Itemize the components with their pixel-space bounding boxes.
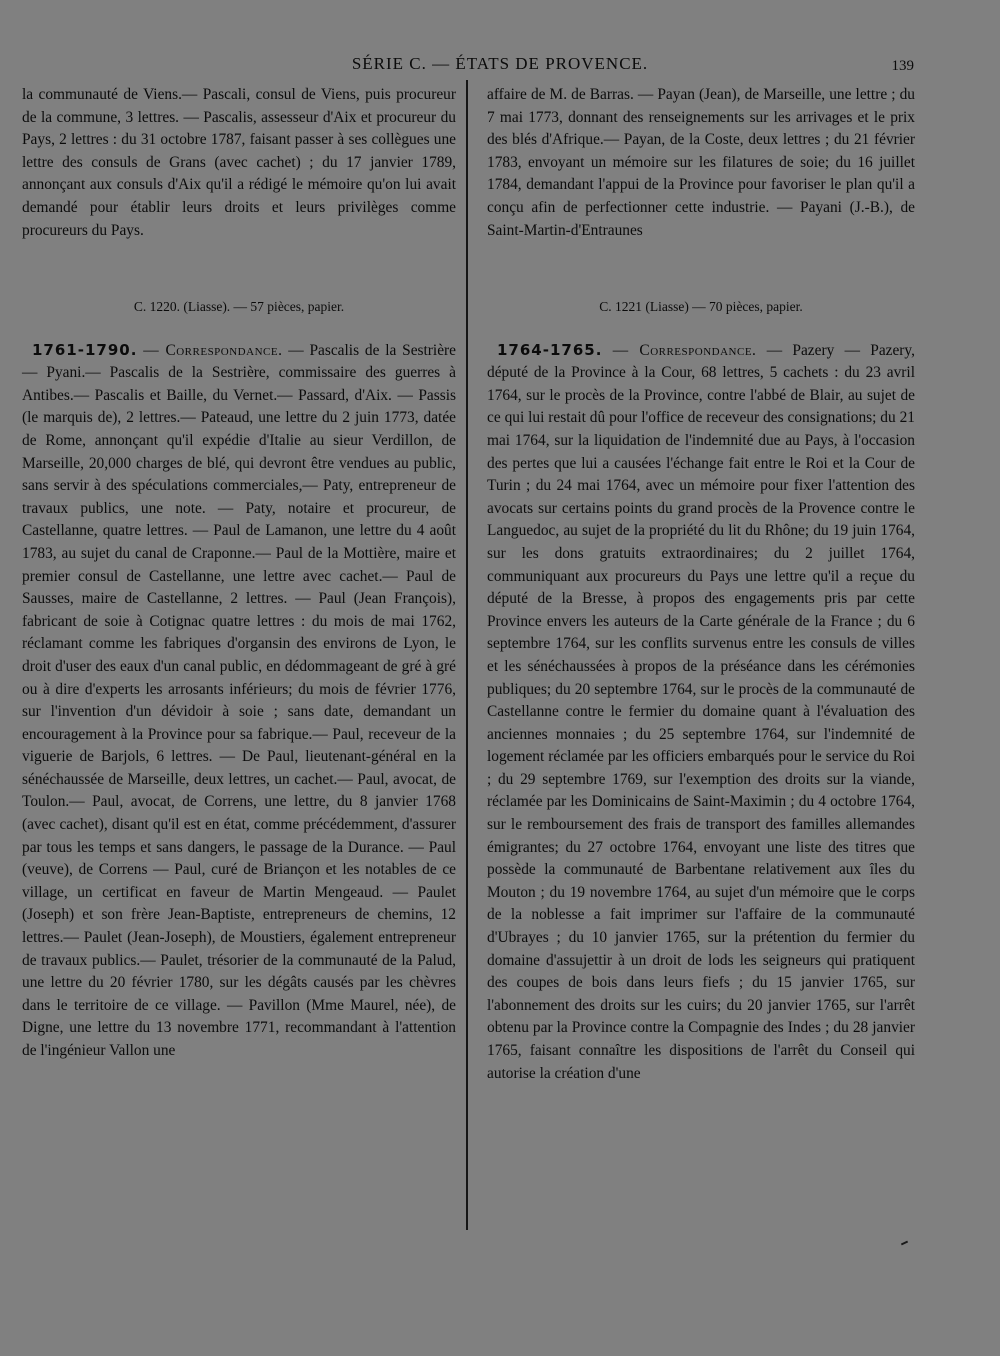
right-intro-paragraph: affaire de M. de Barras. — Payan (Jean), de Marseille, une lettre ; du 7 mai 1773, donnant des renseignements sur les arrivages et le prix des blés d'Afrique.— Payan, de la Coste, deux lettres ; du 21 février 1783, envoyant un mémoire sur les filatures de soie; du 16 juillet 1784, demandant l'appui de la Province pour favoriser le plan qu'il a conçu afin de perfectionner cette industrie. — Payani (J.-B.), de Saint-Martin-d'Entraunes xyxy=(487,86,915,239)
right-entry-dates: 1764-1765. xyxy=(497,340,603,359)
page-number: 139 xyxy=(891,58,914,74)
left-column xyxy=(22,84,456,1063)
left-intro-paragraph: la communauté de Viens.— Pascali, consul de Viens, puis procureur de la commune, 3 lettres. — Pascalis, assesseur d'Aix et procureur du Pays, 2 lettres : du 31 octobre 1787, faisant passer à ses collègues une lettre des consuls de Grans (avec cachet) ; du 17 janvier 1789, annonçant aux consuls d'Aix qu'il a rédigé le mémoire qu'on lui avait demandé pour établir leurs droits et leurs privilèges comme procureurs du Pays. xyxy=(22,86,456,239)
left-entry-paragraph xyxy=(22,339,456,1063)
right-column xyxy=(487,84,915,1085)
left-entry-body: — Pascalis de la Sestrière — Pyani.— Pascalis de la Sestrière, commissaire des guerres à Antibes.— Pascalis et Baille, du Vernet.— Passard, d'Aix. — Passis (le marquis de), 2 lettres.— Pateaud, une lettre du 2 juin 1773, datée de Rome, annonçant qu'il expédie d'Italie au sieur Verdillon, de Marseille, 20,000 charges de blé, qui devront être vendues au public, sans servir à des spéculations commerciales,— Paty, entrepreneur de travaux publics, une note. — Paty, notaire et procureur, de Castellanne, quatre lettres. — Paul de Lamanon, une lettre du 4 août 1783, au sujet du canal de Craponne.— Paul de la Mottière, maire et premier consul de Castellanne, une lettre avec cachet.— Paul de Sausses, maire de Castellanne, 2 lettres. — Paul (Jean François), fabricant de soie à Cotignac quatre lettres : du mois de mai 1762, réclamant comme les fabriques d'organsin des environs de Lyon, le droit d'user des eaux d'un canal public, en dédommageant de gré à gré ou à dire d'experts les arrosants inférieurs; du mois de février 1776, sur l'invention d'un dévidoir à soie ; sans date, demandant un encouragement à la Province pour sa fabrique.— Paul, receveur de la viguerie de Barjols, 6 lettres. — De Paul, lieutenant-général en la sénéchaussée de Marseille, deux lettres, un cachet.— Paul, avocat, de Toulon.— Paul, avocat, de Correns, une lettre, du 8 janvier 1768 (avec cachet), disant qu'il est en état, comme précédemment, d'assurer par tous les temps et sans dangers, le passage de la Durance. — Paul (veuve), de Correns — Paul, curé de Briançon et les notables de ce village, un certificat en faveur de Martin Mengeaud. — Paulet (Joseph) et son frère Jean-Baptiste, entrepreneurs de chemins, 12 lettres.— Paulet (Jean-Joseph), de Moustiers, également entrepreneur de travaux publics.— Paulet, trésorier de la communauté de la Palud, une lettre du 20 février 1780, sur les dégâts causés par les chèvres dans le territoire de ce village. — Pavillon (Mme Maurel, née), de Digne, une lettre du 13 novembre 1771, recommandant à l'attention de l'ingénieur Vallon une xyxy=(22,341,456,1059)
column-divider xyxy=(466,80,468,1230)
right-entry-heading: — Correspondance. xyxy=(612,341,757,359)
left-entry-dates: 1761-1790. xyxy=(32,340,138,359)
right-liasse-caption: C. 1221 (Liasse) — 70 pièces, papier. xyxy=(599,299,803,314)
stray-ink-mark xyxy=(901,1241,908,1246)
right-entry-body: — Pazery — Pazery, député de la Province à la Cour, 68 lettres, 5 cachets : du 23 avril 1764, sur le procès de la Province, contre l'abbé de Blair, au sujet de ce qui lui restait dû pour l'office de receveur des consignations; du 21 mai 1764, sur la liquidation de l'indemnité due au Pays, à l'occasion des pertes que lui a causées l'échange fait entre le Roi et la Cour de Turin ; du 24 mai 1764, avec un mémoire pour fixer l'attention des avocats sur certains points du grand procès de la Provence contre le Languedoc, au sujet de la propriété du lit du Rhône; du 19 juin 1764, sur les dons gratuits extraordinaires; du 2 juillet 1764, communiquant aux procureurs du Pays une lettre qu'il a reçue du député de la Bresse, à propos des engagements pris par cette Province envers les auteurs de la Carte générale de la France ; du 6 septembre 1764, sur les conflits survenus entre les consuls de villes et les sénéchaussées à propos de la préséance dans les cérémonies publiques; du 20 septembre 1764, sur le procès de la communauté de Castellanne contre le fermier du domaine quant à l'évaluation des anciennes monnaies ; du 25 septembre 1764, sur l'indemnité de logement réclamée par les officiers embarqués pour le service du Roi ; du 29 septembre 1769, sur l'exemption des droits sur la viande, réclamée par les Dominicains de Saint-Maximin ; du 4 octobre 1764, sur le remboursement des frais de transport des familles allemandes émigrantes; du 27 octobre 1764, envoyant une liste des titres que possède la communauté de Barbentane relativement aux îles du Mouton ; du 19 novembre 1764, au sujet d'un mémoire que le corps de la noblesse a fait imprimer sur l'affaire de la communauté d'Ubrayes ; du 10 janvier 1765, sur la prétention du fermier du domaine d'assujettir à un droit de lods les seigneurs qui pratiquent des coupes de bois dans leurs fiefs ; du 15 janvier 1765, sur l'abonnement des droits sur les cuirs; du 20 janvier 1765, sur l'arrêt obtenu par la Province contre la Compagnie des Indes ; du 28 janvier 1765, faisant connaître les dispositions de l'arrêt du Conseil qui autorise la création d'une xyxy=(487,341,915,1082)
left-entry-heading: — Correspondance. xyxy=(143,341,283,359)
left-liasse-caption: C. 1220. (Liasse). — 57 pièces, papier. xyxy=(133,299,345,314)
page-header-title: SÉRIE C. — ÉTATS DE PROVENCE. xyxy=(351,54,649,73)
right-entry-paragraph xyxy=(487,339,915,1086)
